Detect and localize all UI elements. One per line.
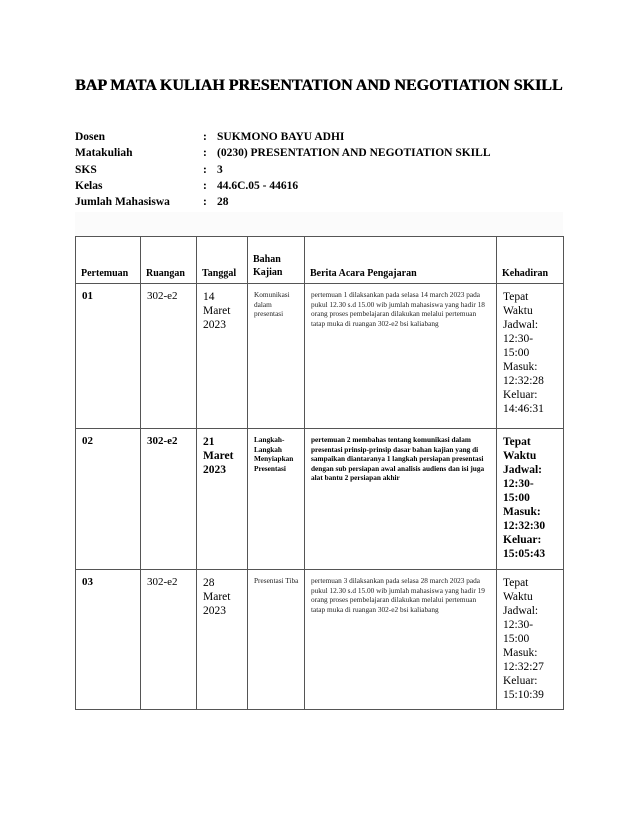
cell-berita-acara: pertemuan 3 dilaksankan pada selasa 28 march 2023 pada pukul 12.30 s.d 15.00 wib jumlah mahasiswa yang hadir 19 orang proses pembelajaran dilakukan melalui pertemuan tatap muka di ruangan 302-e2 bsi kaliabang [305, 570, 497, 710]
meta-separator: : [203, 196, 207, 209]
cell-tanggal: 28 Maret 2023 [197, 570, 248, 710]
header-pertemuan: Pertemuan [76, 237, 141, 284]
cell-ruangan: 302-e2 [141, 570, 197, 710]
header-bahan-kajian: Bahan Kajian [248, 237, 305, 284]
meta-separator: : [203, 147, 207, 160]
header-tanggal: Tanggal [197, 237, 248, 284]
cell-tanggal: 14 Maret 2023 [197, 284, 248, 429]
meta-separator: : [203, 131, 207, 143]
cell-tanggal: 21 Maret 2023 [197, 429, 248, 570]
cell-bahan-kajian: Komunikasi dalam presentasi [248, 284, 305, 429]
meta-label: Jumlah Mahasiswa [75, 196, 170, 209]
cell-kehadiran: Tepat Waktu Jadwal: 12:30-15:00 Masuk: 12:32:30 Keluar: 15:05:43 [497, 429, 564, 570]
meta-row-jumlah-mahasiswa [75, 196, 491, 212]
meta-label: Matakuliah [75, 147, 133, 160]
cell-kehadiran: Tepat Waktu Jadwal: 12:30-15:00 Masuk: 12:32:28 Keluar: 14:46:31 [497, 284, 564, 429]
meta-separator: : [203, 163, 207, 176]
cell-pertemuan: 02 [76, 429, 141, 570]
table-row [76, 570, 564, 710]
document-title: BAP MATA KULIAH PRESENTATION AND NEGOTIATION SKILL [75, 77, 563, 94]
course-info [75, 131, 491, 212]
cell-pertemuan: 03 [76, 570, 141, 710]
meta-row-sks [75, 164, 491, 180]
table-row [76, 429, 564, 570]
cell-bahan-kajian: Presentasi Tiba [248, 570, 305, 710]
table-row [76, 284, 564, 429]
meta-row-kelas [75, 180, 491, 196]
cell-berita-acara: pertemuan 2 membahas tentang komunikasi dalam presentasi prinsip-prinsip dasar bahan kajian yang di sampaikan diantaranya 1 langkah persiapan presentasi dengan sub persiapan awal analisis audiens dan isi juga alat bantu 2 persiapan akhir [305, 429, 497, 570]
meta-separator: : [203, 179, 207, 192]
meta-label: SKS [75, 163, 97, 176]
cell-pertemuan: 01 [76, 284, 141, 429]
table-header-row [76, 237, 564, 284]
cell-bahan-kajian: Langkah-Langkah Menyiapkan Presentasi [248, 429, 305, 570]
meta-row-matakuliah [75, 147, 491, 163]
cell-ruangan: 302-e2 [141, 429, 197, 570]
meta-value: 44.6C.05 - 44616 [217, 179, 299, 192]
meta-label: Dosen [75, 131, 106, 143]
meta-value: (0230) PRESENTATION AND NEGOTIATION SKILL [217, 147, 491, 160]
header-ruangan: Ruangan [141, 237, 197, 284]
spacer-band [75, 212, 563, 236]
cell-ruangan: 302-e2 [141, 284, 197, 429]
cell-berita-acara: pertemuan 1 dilaksankan pada selasa 14 march 2023 pada pukul 12.30 s.d 15.00 wib jumlah mahasiswa yang hadir 18 orang proses pembelajaran dilakukan melalui pertemuan tatap muka di ruangan 302-e2 bsi kaliabang [305, 284, 497, 429]
meta-value: 3 [217, 163, 223, 176]
meta-value: SUKMONO BAYU ADHI [217, 131, 345, 143]
bap-table [75, 236, 564, 710]
meta-row-dosen [75, 131, 491, 147]
meta-label: Kelas [75, 179, 103, 192]
meta-value: 28 [217, 196, 229, 209]
header-berita-acara: Berita Acara Pengajaran [305, 237, 497, 284]
header-kehadiran: Kehadiran [497, 237, 564, 284]
cell-kehadiran: Tepat Waktu Jadwal: 12:30-15:00 Masuk: 12:32:27 Keluar: 15:10:39 [497, 570, 564, 710]
